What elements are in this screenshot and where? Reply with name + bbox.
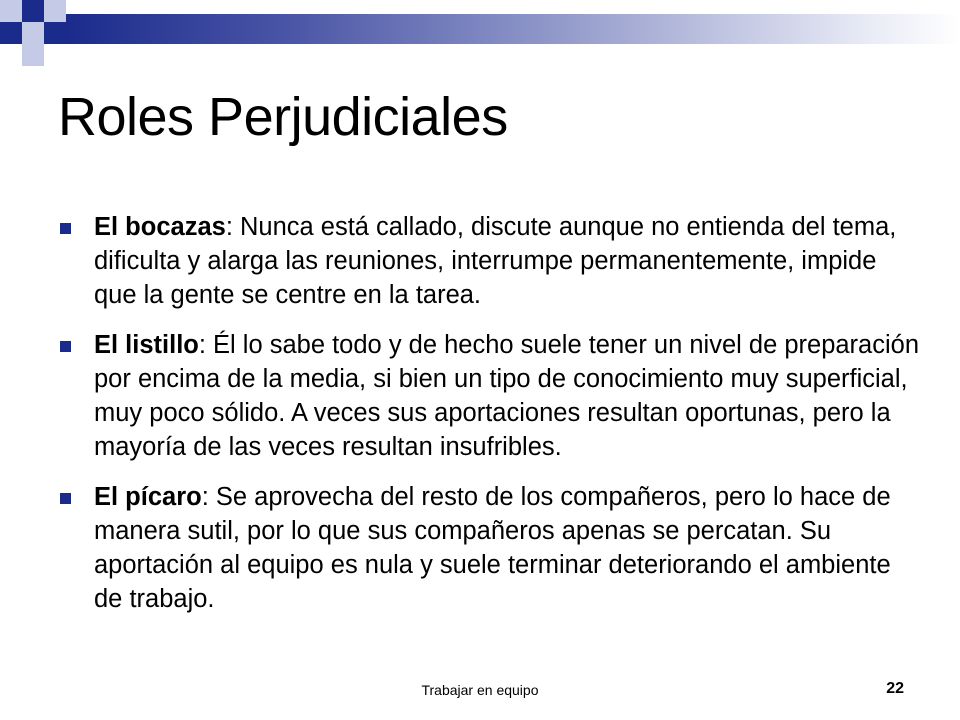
corner-square-decoration: [22, 22, 44, 44]
corner-square-decoration: [22, 44, 44, 66]
bullet-list: [60, 210, 920, 632]
square-bullet-icon: [60, 493, 71, 504]
bullet-term: El pícaro: [94, 483, 202, 511]
bullet-term: El bocazas: [94, 213, 226, 241]
corner-square-decoration: [44, 0, 66, 22]
bullet-item: [60, 328, 920, 464]
corner-square-decoration: [22, 0, 44, 22]
slide-title: Roles Perjudiciales: [58, 87, 508, 147]
bullet-term: El listillo: [94, 331, 199, 359]
corner-square-decoration: [0, 0, 22, 22]
bullet-item: [60, 480, 920, 616]
square-bullet-icon: [60, 223, 71, 234]
footer-text: Trabajar en equipo: [421, 682, 539, 698]
corner-square-decoration: [44, 44, 66, 66]
bullet-text: : Se aprovecha del resto de los compañeros, pero lo hace de manera sutil, por lo que sus compañeros apenas se percatan. Su aportación al equipo es nula y suele terminar deteriorando el ambiente de trabajo.: [94, 483, 891, 613]
bullet-item: [60, 210, 920, 312]
header-gradient-bar: [66, 14, 960, 44]
corner-square-decoration: [0, 22, 22, 44]
square-bullet-icon: [60, 341, 71, 352]
corner-square-decoration: [44, 22, 66, 44]
bullet-text: : Él lo sabe todo y de hecho suele tener un nivel de preparación por encima de la media, si bien un tipo de conocimiento muy superficial, muy poco sólido. A veces sus aportaciones resultan oportunas, pero la mayoría de las veces resultan insufribles.: [94, 331, 920, 461]
bullet-text: : Nunca está callado, discute aunque no entienda del tema, dificulta y alarga las reuniones, interrumpe permanentemente, impide que la gente se centre en la tarea.: [94, 213, 897, 309]
page-number: 22: [886, 680, 904, 697]
